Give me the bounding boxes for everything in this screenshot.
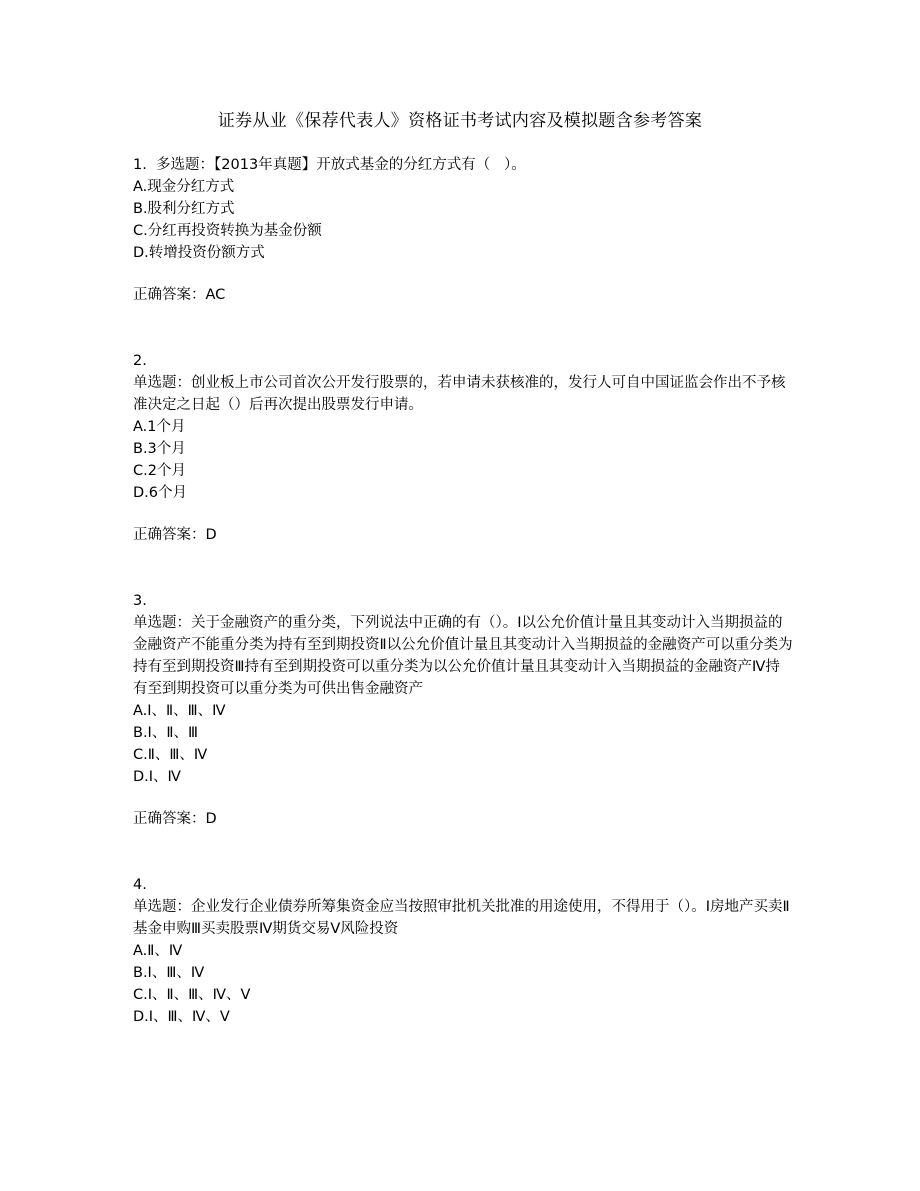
question-3 bbox=[133, 590, 793, 874]
option-a: A.1个月 bbox=[133, 419, 186, 435]
question-number: 3. bbox=[133, 593, 147, 609]
question-header: 1. 多选题：【2013年真题】开放式基金的分红方式有（ ）。 bbox=[133, 157, 526, 173]
option-c: C.Ⅱ、Ⅲ、Ⅳ bbox=[133, 747, 208, 763]
answer: 正确答案：AC bbox=[133, 287, 226, 303]
question-list bbox=[133, 154, 793, 1028]
option-c: C.2个月 bbox=[133, 463, 186, 479]
option-d: D.Ⅰ、Ⅳ bbox=[133, 769, 181, 785]
option-d: D.转增投资份额方式 bbox=[133, 245, 265, 261]
option-d: D.Ⅰ、Ⅲ、Ⅳ、Ⅴ bbox=[133, 1009, 230, 1025]
document-title: 证券从业《保荐代表人》资格证书考试内容及模拟题含参考答案 bbox=[217, 111, 703, 131]
answer: 正确答案：D bbox=[133, 811, 217, 827]
option-d: D.6个月 bbox=[133, 485, 187, 501]
option-c: C.Ⅰ、Ⅱ、Ⅲ、Ⅳ、Ⅴ bbox=[133, 987, 251, 1003]
option-b: B.股利分红方式 bbox=[133, 201, 235, 217]
question-stem: 单选题：创业板上市公司首次公开发行股票的，若申请未获核准的，发行人可自中国证监会作出不予核准决定之日起（）后再次提出股票发行申请。 bbox=[133, 375, 786, 413]
option-b: B.Ⅰ、Ⅱ、Ⅲ bbox=[133, 725, 198, 741]
question-2 bbox=[133, 350, 793, 590]
question-stem: 单选题：关于金融资产的重分类，下列说法中正确的有（）。Ⅰ以公允价值计量且其变动计入当期损益的金融资产不能重分类为持有至到期投资Ⅱ以公允价值计量且其变动计入当期损益的金融资产可以重分类为持有至到期投资Ⅲ持有至到期投资可以重分类为以公允价值计量且其变动计入当期损益的金融资产Ⅳ持有至到期投资可以重分类为可供出售金融资产 bbox=[133, 615, 793, 697]
question-1 bbox=[133, 154, 793, 350]
question-stem: 单选题：企业发行企业债券所筹集资金应当按照审批机关批准的用途使用，不得用于（）。Ⅰ房地产买卖Ⅱ基金申购Ⅲ买卖股票Ⅳ期货交易Ⅴ风险投资 bbox=[133, 899, 790, 937]
question-number: 4. bbox=[133, 877, 147, 893]
option-a: A.Ⅰ、Ⅱ、Ⅲ、Ⅳ bbox=[133, 703, 226, 719]
option-b: B.Ⅰ、Ⅲ、Ⅳ bbox=[133, 965, 205, 981]
option-b: B.3个月 bbox=[133, 441, 186, 457]
option-a: A.现金分红方式 bbox=[133, 179, 235, 195]
option-a: A.Ⅱ、Ⅳ bbox=[133, 943, 183, 959]
question-4 bbox=[133, 874, 793, 1028]
option-c: C.分红再投资转换为基金份额 bbox=[133, 223, 322, 239]
question-number: 2. bbox=[133, 353, 147, 369]
answer: 正确答案：D bbox=[133, 527, 217, 543]
